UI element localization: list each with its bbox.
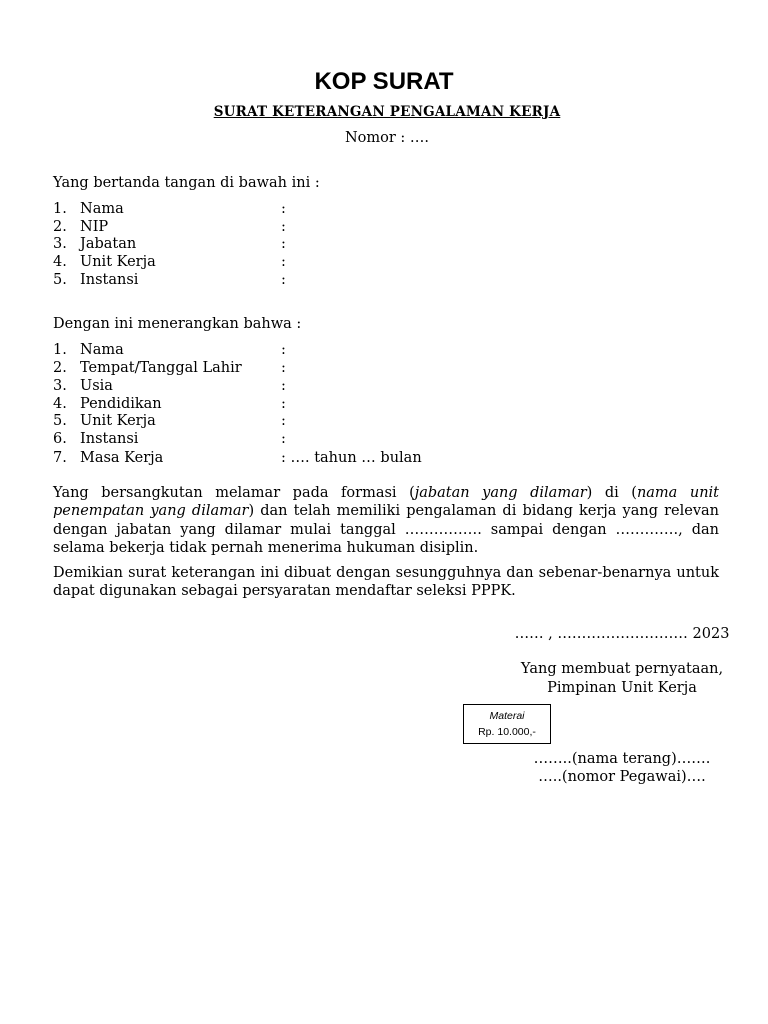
list-number: 6. bbox=[53, 431, 67, 447]
signer-row-nip bbox=[53, 219, 453, 237]
field-label: Tempat/Tanggal Lahir bbox=[80, 360, 242, 376]
signer-row-nama bbox=[53, 201, 453, 219]
subject-intro: Dengan ini menerangkan bahwa : bbox=[53, 316, 302, 332]
field-label: NIP bbox=[80, 219, 109, 235]
field-label: Unit Kerja bbox=[80, 254, 156, 270]
signer-intro: Yang bertanda tangan di bawah ini : bbox=[53, 175, 320, 191]
field-label: Usia bbox=[80, 378, 113, 394]
field-label: Masa Kerja bbox=[80, 450, 164, 466]
subject-row-masa-kerja bbox=[53, 450, 453, 468]
field-label: Instansi bbox=[80, 272, 139, 288]
subject-row-nama bbox=[53, 342, 453, 360]
field-value: : bbox=[281, 236, 286, 252]
list-number: 1. bbox=[53, 201, 67, 217]
field-label: Pendidikan bbox=[80, 396, 162, 412]
field-value: : bbox=[281, 272, 286, 288]
signer-row-unit-kerja bbox=[53, 254, 453, 272]
subject-row-ttl bbox=[53, 360, 453, 378]
field-value: : bbox=[281, 254, 286, 270]
list-number: 3. bbox=[53, 236, 67, 252]
subject-row-usia bbox=[53, 378, 453, 396]
paragraph-text: ) dan telah memiliki pengalaman di bidang kerja yang relevan dengan jabatan yang dilamar mulai tanggal ……………. sampai dengan …………., dan selama bekerja tidak pernah menerima hukuman disiplin. bbox=[53, 503, 719, 556]
field-value: : bbox=[281, 201, 286, 217]
field-value: : bbox=[281, 219, 286, 235]
subject-row-instansi bbox=[53, 431, 453, 449]
paragraph-text: Yang bersangkutan melamar pada formasi ( bbox=[53, 485, 415, 501]
document-title: SURAT KETERANGAN PENGALAMAN KERJA bbox=[213, 104, 561, 120]
statement-paragraph bbox=[53, 484, 719, 557]
unit-placeholder: nama unit penempatan yang dilamar bbox=[53, 485, 719, 520]
field-value: : bbox=[281, 413, 286, 429]
position-placeholder: jabatan yang dilamar bbox=[414, 485, 587, 501]
field-label: Jabatan bbox=[80, 236, 137, 252]
closing-paragraph: Demikian surat keterangan ini dibuat dengan sesungguhnya dan sebenar-benarnya untuk dapat digunakan sebagai persyaratan mendaftar seleksi PPPK. bbox=[53, 565, 719, 600]
list-number: 2. bbox=[53, 360, 67, 376]
place-date: …… , ……………………… 2023 bbox=[514, 626, 730, 642]
field-value: : bbox=[281, 378, 286, 394]
subject-row-pendidikan bbox=[53, 396, 453, 414]
list-number: 1. bbox=[53, 342, 67, 358]
signer-row-instansi bbox=[53, 272, 453, 290]
list-number: 7. bbox=[53, 450, 67, 466]
letterhead-placeholder: KOP SURAT bbox=[314, 68, 454, 95]
stamp-value: Rp. 10.000,- bbox=[478, 726, 536, 738]
paragraph-text: ) di ( bbox=[586, 485, 637, 501]
list-number: 2. bbox=[53, 219, 67, 235]
list-number: 4. bbox=[53, 396, 67, 412]
field-label: Nama bbox=[80, 342, 124, 358]
signer-employee-number: …..(nomor Pegawai)…. bbox=[538, 769, 706, 785]
stamp-label: Materai bbox=[489, 710, 525, 722]
list-number: 5. bbox=[53, 272, 67, 288]
list-number: 5. bbox=[53, 413, 67, 429]
signer-row-jabatan bbox=[53, 236, 453, 254]
field-value: : bbox=[281, 342, 286, 358]
signer-position: Pimpinan Unit Kerja bbox=[547, 680, 697, 696]
field-value: : bbox=[281, 396, 286, 412]
field-value: : bbox=[281, 431, 286, 447]
document-number: Nomor : …. bbox=[344, 130, 430, 146]
list-number: 4. bbox=[53, 254, 67, 270]
field-label: Unit Kerja bbox=[80, 413, 156, 429]
subject-row-unit-kerja bbox=[53, 413, 453, 431]
field-value: : …. tahun … bulan bbox=[281, 450, 422, 466]
signer-caption: Yang membuat pernyataan, bbox=[520, 661, 724, 677]
field-value: : bbox=[281, 360, 286, 376]
revenue-stamp-box bbox=[463, 704, 551, 744]
list-number: 3. bbox=[53, 378, 67, 394]
signer-name: ……..(nama terang)……. bbox=[533, 751, 711, 767]
field-label: Instansi bbox=[80, 431, 139, 447]
field-label: Nama bbox=[80, 201, 124, 217]
